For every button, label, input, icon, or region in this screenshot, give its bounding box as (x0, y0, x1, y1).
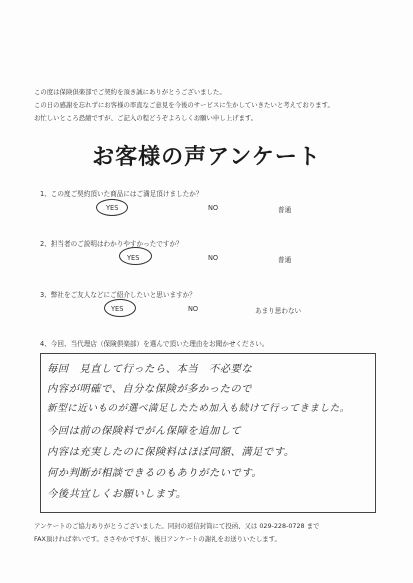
q2-option-normal[interactable]: 普通 (278, 256, 292, 264)
intro-text (34, 86, 394, 125)
answer-box[interactable] (40, 353, 376, 513)
answer-line-5: 内容は充実したのに保険料はほぼ同額、満足です。 (47, 446, 295, 458)
answer-line-7: 今後共宜しくお願いします。 (47, 488, 187, 500)
answer-line-4: 今回は前の保険料でがん保障を追加して (47, 425, 242, 437)
q1-option-normal[interactable]: 普通 (278, 206, 292, 214)
question-2: 2、担当者のご説明はわかりやすかったですか？ (40, 240, 183, 248)
answer-line-2: 内容が明確で、自分な保険が多かったので (47, 383, 252, 395)
question-3-options (0, 305, 413, 319)
footer-text (34, 520, 394, 546)
q2-option-yes[interactable]: YES (127, 254, 140, 262)
q3-option-yes[interactable]: YES (111, 305, 124, 313)
q3-selected-circle (104, 299, 136, 317)
intro-line-2: この日の感謝を忘れずにお客様の率直なご意見を今後のサービスに生かしていきたいと考えております。 (34, 101, 334, 109)
answer-line-6: 何か判断が相談できるのもありがたいです。 (47, 467, 263, 479)
q1-option-yes[interactable]: YES (106, 204, 119, 212)
q1-option-no[interactable]: NO (208, 204, 219, 212)
q2-option-no[interactable]: NO (208, 254, 219, 262)
question-3: 3、弊社をご友人などにご紹介したいと思いますか？ (40, 291, 196, 299)
survey-title: お客様の声アンケート (92, 144, 321, 170)
intro-line-1: この度は保険倶楽部でご契約を頂き誠にありがとうございました。 (34, 88, 226, 96)
answer-line-3: 新型に近いものが選べ満足したため加入も続けて行ってきました。 (47, 403, 350, 414)
footer-line-1: アンケートのご協力ありがとうございました。同封の返信封筒にて投函、又は 029-228-0728 まで (34, 522, 320, 530)
intro-line-3: お忙しいところ恐縮ですが、ご記入の程どうぞよろしくお願い申し上げます。 (34, 114, 258, 122)
answer-line-1: 毎回 見直して行ったら、本当 不必要な (47, 363, 253, 375)
q3-option-no[interactable]: NO (188, 305, 199, 313)
question-1-options (0, 204, 413, 218)
footer-line-2: FAX頂ければ幸いです。ささやかですが、後日アンケートの謝礼をお送りいたします。 (34, 535, 281, 543)
q3-option-not-really[interactable]: あまり思わない (255, 307, 302, 315)
q1-selected-circle (96, 199, 128, 216)
q2-selected-circle (119, 247, 152, 265)
question-4: 4、今回、当代理店（保険倶楽部）を選んで頂いた理由をお聞かせください。 (40, 340, 269, 348)
question-2-options (0, 254, 413, 268)
question-1: 1、この度ご契約頂いた商品にはご満足頂けましたか？ (40, 190, 203, 198)
